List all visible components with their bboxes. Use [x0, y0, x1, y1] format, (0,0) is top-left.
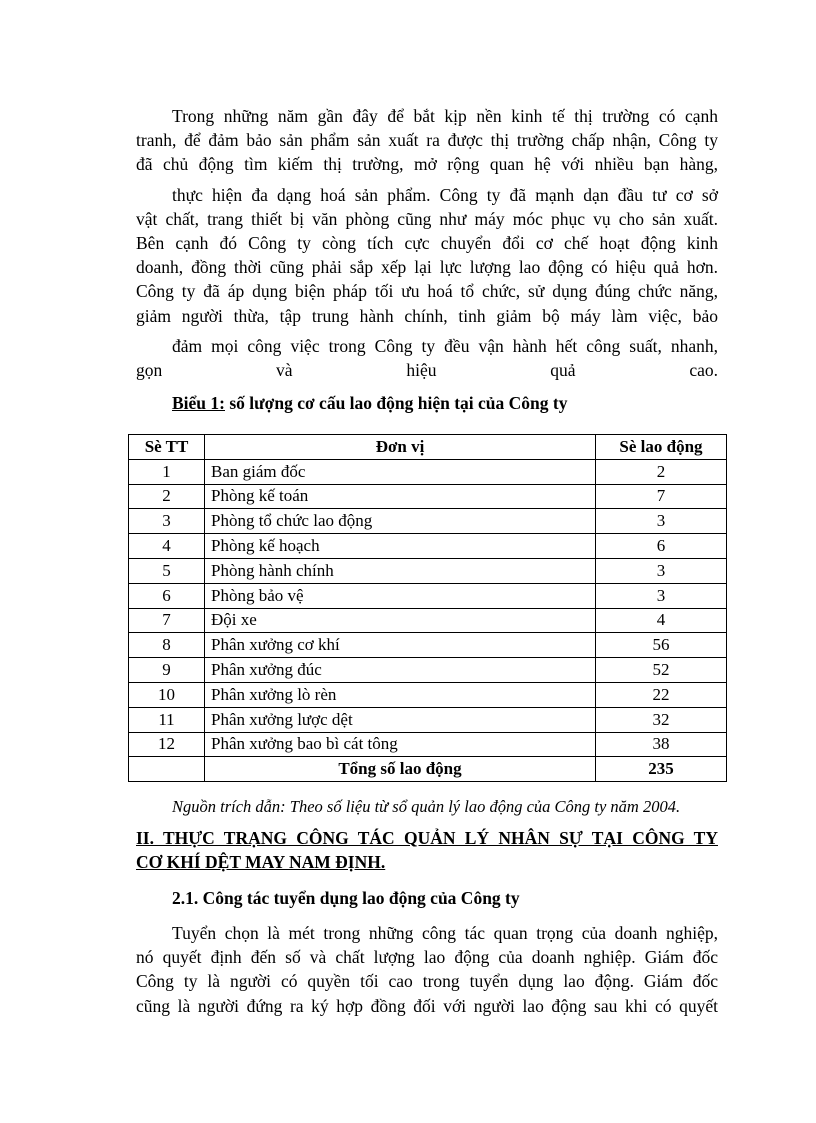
table-row: [129, 633, 727, 658]
text-line: Trong những năm gần đây để bắt kịp nền kinh tế thị trường có cạnh: [172, 106, 718, 126]
row-unit: Đội xe: [205, 608, 596, 633]
row-number: 5: [129, 558, 205, 583]
row-count: 56: [596, 633, 727, 658]
header-count: Sè lao động: [596, 435, 727, 460]
row-unit: Phòng kế toán: [205, 484, 596, 509]
row-unit: Phân xưởng đúc: [205, 658, 596, 683]
row-number: 6: [129, 583, 205, 608]
row-unit: Phân xưởng lược dệt: [205, 707, 596, 732]
table-row: [129, 509, 727, 534]
row-count: 52: [596, 658, 727, 683]
table-body: [129, 459, 727, 757]
text-line: nó quyết định đến số và chất lượng lao động của doanh nghiệp. Giám đốc: [136, 947, 718, 968]
text-line: giảm người thừa, tập trung hành chính, tinh giảm bộ máy làm việc, bảo: [136, 305, 718, 326]
row-number: 4: [129, 534, 205, 559]
staff-table: [128, 434, 727, 782]
table-caption: [172, 391, 718, 415]
table-row: [129, 658, 727, 683]
row-number: 7: [129, 608, 205, 633]
text-line: Công ty đã áp dụng biện pháp tối ưu hoá tổ chức, sử dụng đúng chức năng,: [136, 281, 718, 302]
table-row: [129, 459, 727, 484]
row-unit: Phòng kế hoạch: [205, 534, 596, 559]
table-row: [129, 534, 727, 559]
text-line: doanh, đồng thời cũng phải sắp xếp lại lực lượng lao động có hiệu quả hơn.: [136, 257, 718, 278]
row-unit: Phân xưởng lò rèn: [205, 682, 596, 707]
subsection-heading: 2.1. Công tác tuyển dụng lao động của Công ty: [172, 888, 520, 908]
section-paragraph: [136, 921, 718, 1018]
text-line: vật chất, trang thiết bị văn phòng cũng như máy móc phục vụ cho sản xuất.: [136, 208, 718, 229]
table-row: [129, 732, 727, 757]
row-count: 32: [596, 707, 727, 732]
row-count: 3: [596, 558, 727, 583]
document-page: [136, 104, 718, 1016]
section-heading-line: II. THỰC TRẠNG CÔNG TÁC QUẢN LÝ NHÂN SỰ TẠI CÔNG TY: [136, 828, 718, 848]
intro-paragraph-3: [136, 334, 718, 382]
section-heading: [136, 826, 718, 874]
row-count: 3: [596, 583, 727, 608]
row-number: 10: [129, 682, 205, 707]
row-count: 6: [596, 534, 727, 559]
table-total-row: [129, 757, 727, 782]
table-row: [129, 558, 727, 583]
row-number: 1: [129, 459, 205, 484]
row-number: 9: [129, 658, 205, 683]
table-header-row: [129, 435, 727, 460]
text-line: thực hiện đa dạng hoá sản phẩm. Công ty đã mạnh dạn đầu tư cơ sở: [172, 184, 718, 205]
table-caption-label: Biểu 1:: [172, 393, 225, 414]
text-line: đảm mọi công việc trong Công ty đều vận hành hết công suất, nhanh,: [172, 335, 718, 356]
text-line: tranh, để đảm bảo sản phẩm sản xuất ra được thị trường chấp nhận, Công ty: [136, 130, 718, 151]
header-unit: Đơn vị: [205, 435, 596, 460]
row-count: 38: [596, 732, 727, 757]
row-count: 7: [596, 484, 727, 509]
intro-paragraph-1: [136, 104, 718, 177]
row-number: 12: [129, 732, 205, 757]
table-row: [129, 707, 727, 732]
row-count: 4: [596, 608, 727, 633]
row-unit: Phân xưởng bao bì cát tông: [205, 732, 596, 757]
row-number: 3: [129, 509, 205, 534]
text-line: gọn và hiệu quả cao.: [136, 360, 718, 381]
source-note: Nguồn trích dẫn: Theo số liệu từ sổ quản lý lao động của Công ty năm 2004.: [172, 797, 681, 816]
text-line: đã chủ động tìm kiếm thị trường, mở rộng quan hệ với nhiều bạn hàng,: [136, 154, 718, 175]
table-row: [129, 682, 727, 707]
row-unit: Phòng tổ chức lao động: [205, 509, 596, 534]
row-unit: Phân xưởng cơ khí: [205, 633, 596, 658]
row-count: 3: [596, 509, 727, 534]
row-count: 22: [596, 682, 727, 707]
row-number: 8: [129, 633, 205, 658]
text-line: Tuyển chọn là mét trong những công tác quan trọng của doanh nghiệp,: [172, 923, 718, 943]
total-count: 235: [596, 757, 727, 782]
row-number: 11: [129, 707, 205, 732]
table-row: [129, 583, 727, 608]
text-line: Bên cạnh đó Công ty còng tích cực chuyển đổi cơ chế hoạt động kinh: [136, 233, 718, 254]
row-number: 2: [129, 484, 205, 509]
total-empty-cell: [129, 757, 205, 782]
table-row: [129, 608, 727, 633]
text-line: cũng là người đứng ra ký hợp đồng đối với người lao động sau khi có quyết: [136, 995, 718, 1016]
total-label: Tổng số lao động: [205, 757, 596, 782]
row-count: 2: [596, 459, 727, 484]
table-caption-text: số lượng cơ cấu lao động hiện tại của Công ty: [225, 393, 568, 414]
header-no: Sè TT: [129, 435, 205, 460]
section-heading-line: CƠ KHÍ DỆT MAY NAM ĐỊNH.: [136, 852, 386, 872]
row-unit: Phòng bảo vệ: [205, 583, 596, 608]
intro-paragraph-2: [136, 183, 718, 328]
row-unit: Ban giám đốc: [205, 459, 596, 484]
table-row: [129, 484, 727, 509]
row-unit: Phòng hành chính: [205, 558, 596, 583]
text-line: Công ty là người có quyền tối cao trong tuyển dụng lao động. Giám đốc: [136, 971, 718, 992]
